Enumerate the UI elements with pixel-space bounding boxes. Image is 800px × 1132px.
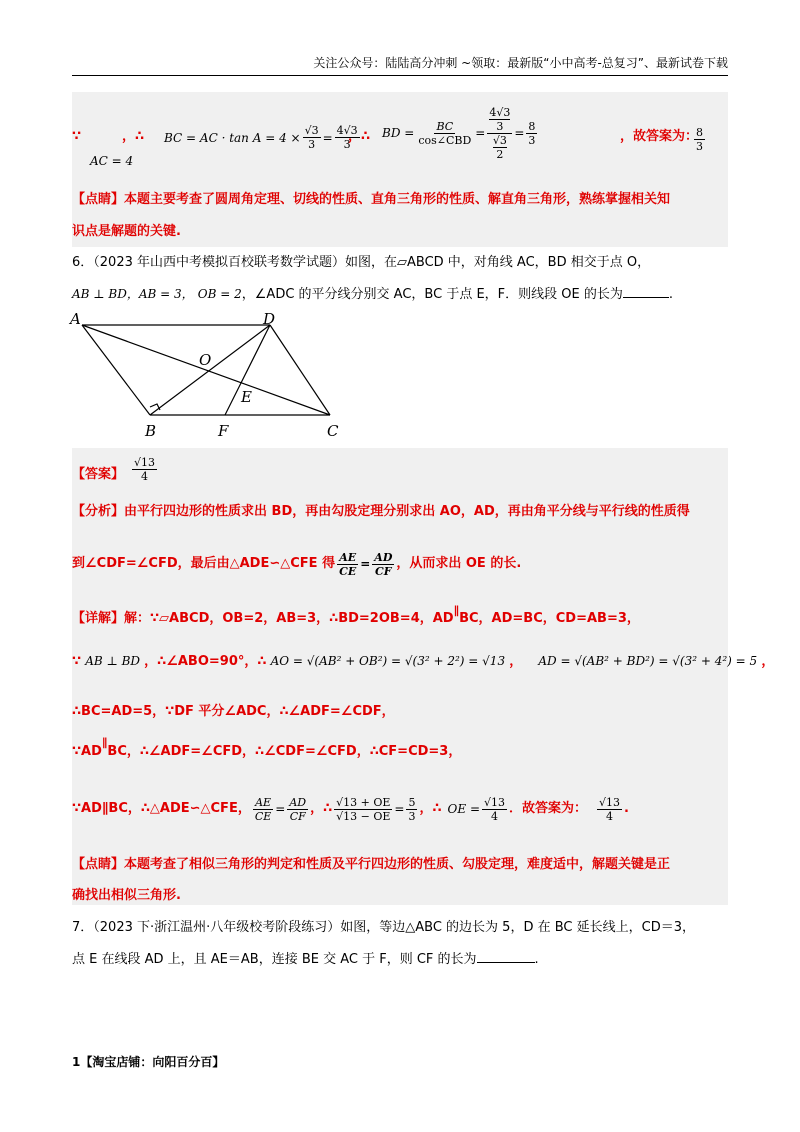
frac-den: 3: [528, 133, 536, 147]
comma: ，: [761, 654, 775, 669]
ae-over-ce: [253, 796, 273, 823]
5-over-3: [406, 796, 417, 823]
bc-formula-text: BC = AC · tan A = 4 ×: [164, 130, 301, 145]
frac-den: 4: [491, 809, 498, 823]
q6-detail-line5: ∵AD ∥ BC，∴△ADE∽△CFE， $\frac{AE}{CE}$ = $\frac{AD}{CF}$ ，∴ $\frac{√13 + OE}{√13 - OE}$ = $\frac{5}{3}$ ，∴ OE = $\frac{√13}{4}$ ．故答案为： $\frac{√13}{4}$ .: [72, 795, 629, 823]
answer-8-over-3: [694, 126, 705, 153]
therefore-symbol-1: ，∴: [122, 129, 145, 144]
detail-text: ，∴∠ABO=90°，∴: [144, 654, 267, 669]
bc-over-cos: [416, 120, 473, 147]
q7-question-text: 点 E 在线段 AD 上，且 AE＝AB，连接 BE 交 AC 于 F，则 CF 的长为: [72, 952, 477, 967]
frac-den: CE: [339, 564, 357, 578]
frac-den: √13 − OE: [336, 809, 391, 823]
frac-den: 4: [141, 470, 148, 483]
q7-line1: 7．（2023 下·浙江温州·八年级校考阶段练习）如图，等边△ABC 的边长为 5，D 在 BC 延长线上，CD＝3，: [72, 920, 695, 935]
answer-sqrt13-over-4: [132, 456, 157, 483]
bd-formula: [382, 98, 539, 168]
analysis-text: ，从而求出 OE 的长.: [396, 556, 522, 571]
q6-detail-line4: [72, 736, 462, 761]
inner-den: 2: [496, 147, 504, 161]
equals: =: [475, 126, 486, 140]
analysis-text: 由平行四边形的性质求出 BD，再由勾股定理分别求出 AO，AD，再由角平分线与平行线的性质得: [124, 504, 690, 519]
label-O: O: [199, 351, 212, 369]
parallel-symbol: ∥: [453, 604, 460, 617]
frac-num: AD: [374, 550, 393, 564]
ab-perp-bd: AB ⊥ BD: [85, 654, 141, 668]
detail-text: BC，∴△ADE∽△CFE，: [108, 801, 251, 816]
frac-num: BC: [436, 119, 454, 133]
note-text: 本题主要考查了圆周角定理、切线的性质、直角三角形的性质、解直角三角形，熟练掌握相关知: [124, 192, 671, 207]
ad-over-cf: [372, 551, 394, 578]
detail-text: BC，AD=BC，CD=AB=3，: [459, 611, 640, 626]
label-F: F: [218, 422, 229, 440]
note-label: 【点睛】: [72, 192, 125, 207]
frac-num: [487, 106, 512, 134]
period: .: [668, 287, 673, 302]
detail-label: 【详解】: [72, 611, 125, 626]
detail-text: ∵AD: [72, 801, 102, 816]
note-text: 本题考查了相似三角形的判定和性质及平行四边形的性质、勾股定理，难度适中，解题关键是正: [124, 857, 671, 872]
frac-den: [491, 134, 509, 161]
complex-fraction: [487, 106, 512, 161]
frac-den: 3: [696, 140, 703, 153]
analysis-label: 【分析】: [72, 504, 125, 519]
q7-line2: [72, 950, 539, 969]
label-B: B: [145, 422, 157, 440]
ac-equation: AC = 4: [90, 154, 134, 168]
label-E: E: [241, 388, 252, 406]
label-D: D: [263, 310, 276, 328]
frac-den: 3: [308, 138, 316, 151]
parallel-symbol: ∥: [101, 736, 108, 749]
therefore-symbol-2: ，∴: [348, 129, 371, 144]
frac-num: √13: [484, 795, 506, 809]
comma: ，: [509, 654, 523, 669]
q6-detail-line2: [72, 652, 774, 671]
frac-num: 8: [528, 119, 536, 133]
prev-note-line1: [72, 191, 670, 209]
frac-den: 3: [408, 809, 416, 823]
frac-num: AE: [255, 795, 272, 809]
answer-blank: [623, 285, 669, 298]
answer-label: 【答案】: [72, 467, 125, 482]
frac-den: 3: [343, 138, 351, 151]
equals: =: [322, 130, 333, 145]
bc-formula: [164, 124, 362, 151]
ratio-fraction: [334, 796, 392, 823]
frac-num: √13: [599, 795, 621, 809]
because-symbol: ∵: [72, 654, 82, 669]
label-A: A: [70, 310, 81, 328]
detail-text: ，∴: [310, 801, 333, 816]
ae-over-ce: [337, 551, 358, 578]
q6-line1: 6．（2023 年山西中考模拟百校联考数学试题）如图，在▱ABCD 中，对角线 AC，BD 相交于点 O，: [72, 255, 651, 270]
frac-den: CE: [254, 809, 272, 823]
q6-note-line2: 确找出相似三角形.: [72, 888, 181, 903]
frac-num: √13: [134, 456, 156, 469]
answer-blank: [477, 950, 535, 963]
ad-equation: AD = √(AB² + BD²) = √(3² + 4²) = 5: [538, 654, 758, 668]
analysis-text: 到∠CDF=∠CFD，最后由△ADE∽△CFE 得: [72, 556, 336, 571]
frac-num: 4√3: [336, 124, 358, 137]
frac-den: CF: [289, 809, 306, 823]
inner-num: √3: [492, 133, 507, 147]
ab-perp-bd: AB ⊥ BD: [72, 287, 127, 301]
frac-den: CF: [375, 564, 392, 578]
sqrt13-over-4: [482, 796, 507, 823]
oe-equation: OE =: [447, 802, 480, 816]
q6-analysis-line1: [72, 503, 690, 521]
page-footer: 1【淘宝店铺：向阳百分百】: [72, 1055, 225, 1069]
final-answer-fraction: [597, 796, 622, 823]
q6-question-text: ，∠ADC 的平分线分别交 AC，BC 于点 E，F．则线段 OE 的长为: [241, 287, 623, 302]
ab-eq-3: ，AB = 3，: [126, 287, 194, 301]
ad-over-cf: [287, 796, 308, 823]
inner-num: 4√3: [489, 105, 511, 119]
parallelogram-figure: [65, 310, 365, 445]
period: .: [534, 952, 539, 967]
label-C: C: [327, 422, 339, 440]
frac-num: √13 + OE: [336, 795, 391, 809]
sqrt3-over-3: [303, 124, 321, 151]
detail-text: 解：∵▱ABCD，OB=2，AB=3，∴BD=2OB=4，AD: [124, 611, 454, 626]
frac-num: AD: [289, 795, 307, 809]
ao-equation: AO = √(AB² + OB²) = √(3² + 2²) = √13: [270, 654, 506, 668]
bd-formula-text: BD =: [382, 126, 415, 140]
period: .: [624, 801, 629, 816]
q6-detail-line1: [72, 604, 640, 628]
parallel-symbol: ∥: [101, 801, 109, 816]
q6-line2: [72, 285, 673, 304]
ob-eq-2: OB = 2: [197, 287, 242, 301]
frac-num: √3: [304, 124, 319, 137]
page-header: 关注公众号：陆陆高分冲刺 ~领取：最新版“小中高考-总复习”、最新试卷下载: [72, 55, 728, 76]
inner-den: 3: [496, 119, 504, 133]
frac-num: 5: [408, 795, 416, 809]
detail-text: ∵AD: [72, 744, 102, 759]
8-over-3: [526, 120, 537, 147]
note-label: 【点睛】: [72, 857, 125, 872]
detail-text: ，∴: [419, 801, 442, 816]
q6-note-line1: [72, 856, 670, 874]
answer-text: ，故答案为：: [620, 129, 699, 144]
frac-den: cos∠CBD: [418, 133, 472, 147]
prev-note-line2: 识点是解题的关键.: [72, 224, 181, 239]
detail-text: BC，∴∠ADF=∠CFD，∴∠CDF=∠CFD，∴CF=CD=3，: [107, 744, 462, 759]
detail-text: ．故答案为：: [509, 801, 588, 816]
frac-den: 4: [606, 809, 614, 823]
q6-detail-line3: ∴BC=AD=5，∵DF 平分∠ADC，∴∠ADF=∠CDF，: [72, 704, 395, 719]
equals: =: [514, 126, 525, 140]
frac-num: 8: [696, 126, 703, 139]
because-symbol: ∵: [72, 129, 82, 144]
frac-num: AE: [339, 550, 357, 564]
q6-analysis-line2: 到∠CDF=∠CFD，最后由△ADE∽△CFE 得 $\frac{AE}{CE}$ = $\frac{AD}{CF}$ ，从而求出 OE 的长.: [72, 550, 522, 578]
